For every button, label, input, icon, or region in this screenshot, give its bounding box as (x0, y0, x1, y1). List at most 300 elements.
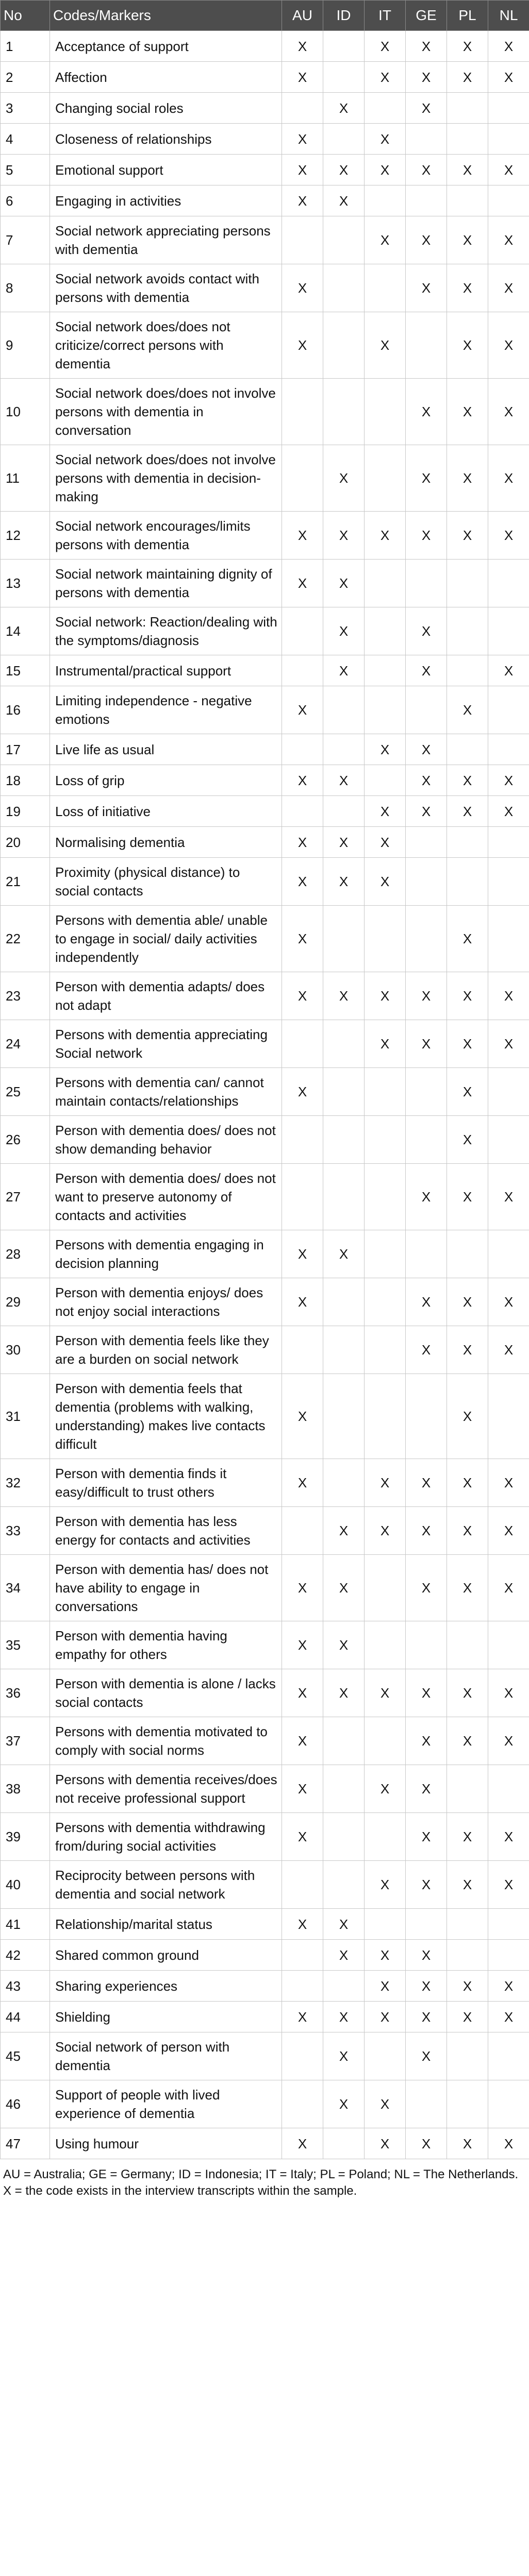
mark-ge: X (406, 1971, 447, 2002)
code-marker-label: Person with dementia enjoys/ does not enjoy social interactions (50, 1278, 282, 1326)
mark-pl: X (447, 1068, 488, 1116)
mark-it: X (365, 827, 406, 858)
mark-nl: X (488, 31, 529, 62)
table-row (1, 1278, 529, 1326)
mark-id (323, 1326, 365, 1374)
mark-nl (488, 1230, 529, 1278)
mark-ge: X (406, 2002, 447, 2032)
mark-nl (488, 1765, 529, 1813)
table-row (1, 560, 529, 607)
mark-id: X (323, 1621, 365, 1669)
mark-pl (447, 2080, 488, 2128)
mark-it (365, 686, 406, 734)
mark-au: X (282, 858, 323, 906)
footnote-legend: X = the code exists in the interview transcripts within the sample. (3, 2184, 357, 2198)
mark-nl: X (488, 1278, 529, 1326)
mark-au: X (282, 155, 323, 185)
code-marker-label: Person with dementia feels like they are a burden on social network (50, 1326, 282, 1374)
mark-au: X (282, 512, 323, 560)
mark-au (282, 2032, 323, 2080)
mark-nl: X (488, 379, 529, 445)
mark-pl: X (447, 512, 488, 560)
table-row (1, 1971, 529, 2002)
code-marker-label: Using humour (50, 2128, 282, 2159)
mark-it (365, 655, 406, 686)
mark-id (323, 1459, 365, 1507)
table-row (1, 2128, 529, 2159)
mark-id (323, 1861, 365, 1909)
code-marker-label: Persons with dementia can/ cannot maintain contacts/relationships (50, 1068, 282, 1116)
row-number: 37 (1, 1717, 50, 1765)
code-marker-label: Social network of person with dementia (50, 2032, 282, 2080)
table-row (1, 185, 529, 216)
mark-ge: X (406, 1507, 447, 1555)
code-marker-label: Social network does/does not criticize/correct persons with dementia (50, 312, 282, 379)
code-marker-label: Shielding (50, 2002, 282, 2032)
row-number: 11 (1, 445, 50, 512)
code-marker-label: Persons with dementia appreciating Social network (50, 1020, 282, 1068)
mark-nl: X (488, 1164, 529, 1230)
mark-pl: X (447, 765, 488, 796)
mark-au: X (282, 1717, 323, 1765)
mark-nl (488, 827, 529, 858)
code-marker-label: Social network: Reaction/dealing with the symptoms/diagnosis (50, 607, 282, 655)
mark-nl: X (488, 1717, 529, 1765)
mark-id: X (323, 1507, 365, 1555)
mark-id: X (323, 512, 365, 560)
mark-au (282, 1940, 323, 1971)
mark-it (365, 607, 406, 655)
mark-ge (406, 560, 447, 607)
code-marker-label: Person with dementia has less energy for contacts and activities (50, 1507, 282, 1555)
mark-it: X (365, 31, 406, 62)
row-number: 29 (1, 1278, 50, 1326)
mark-id (323, 264, 365, 312)
mark-id: X (323, 1669, 365, 1717)
mark-id: X (323, 827, 365, 858)
mark-au: X (282, 124, 323, 155)
table-row (1, 1909, 529, 1940)
table-row (1, 1068, 529, 1116)
mark-pl (447, 655, 488, 686)
mark-ge (406, 858, 447, 906)
mark-pl (447, 1909, 488, 1940)
mark-it (365, 765, 406, 796)
mark-it (365, 379, 406, 445)
mark-pl: X (447, 1459, 488, 1507)
table-row (1, 734, 529, 765)
mark-au (282, 2080, 323, 2128)
mark-id (323, 31, 365, 62)
mark-it (365, 1326, 406, 1374)
mark-pl: X (447, 312, 488, 379)
mark-ge (406, 1116, 447, 1164)
code-marker-label: Affection (50, 62, 282, 93)
mark-ge: X (406, 796, 447, 827)
header-codes: Codes/Markers (50, 1, 282, 31)
table-row (1, 1164, 529, 1230)
mark-pl: X (447, 1813, 488, 1861)
mark-pl: X (447, 1555, 488, 1621)
code-marker-label: Person with dementia finds it easy/difficult to trust others (50, 1459, 282, 1507)
row-number: 1 (1, 31, 50, 62)
mark-nl (488, 2032, 529, 2080)
mark-au: X (282, 1813, 323, 1861)
mark-nl (488, 93, 529, 124)
row-number: 21 (1, 858, 50, 906)
mark-pl: X (447, 1507, 488, 1555)
mark-nl (488, 607, 529, 655)
mark-au: X (282, 1068, 323, 1116)
mark-ge: X (406, 734, 447, 765)
mark-ge: X (406, 607, 447, 655)
mark-ge (406, 827, 447, 858)
row-number: 34 (1, 1555, 50, 1621)
mark-pl: X (447, 1971, 488, 2002)
mark-ge: X (406, 1940, 447, 1971)
mark-pl: X (447, 1116, 488, 1164)
row-number: 13 (1, 560, 50, 607)
mark-nl: X (488, 1813, 529, 1861)
mark-it (365, 1909, 406, 1940)
mark-pl: X (447, 2128, 488, 2159)
mark-id (323, 2128, 365, 2159)
row-number: 9 (1, 312, 50, 379)
row-number: 2 (1, 62, 50, 93)
code-marker-label: Social network does/does not involve persons with dementia in decision-making (50, 445, 282, 512)
mark-ge (406, 1621, 447, 1669)
table-row (1, 827, 529, 858)
mark-ge (406, 312, 447, 379)
mark-pl: X (447, 62, 488, 93)
mark-it: X (365, 155, 406, 185)
mark-id (323, 796, 365, 827)
code-marker-label: Acceptance of support (50, 31, 282, 62)
mark-it: X (365, 1507, 406, 1555)
row-number: 28 (1, 1230, 50, 1278)
mark-it (365, 185, 406, 216)
mark-id: X (323, 185, 365, 216)
code-marker-label: Live life as usual (50, 734, 282, 765)
mark-ge: X (406, 2128, 447, 2159)
code-marker-label: Social network avoids contact with persons with dementia (50, 264, 282, 312)
row-number: 3 (1, 93, 50, 124)
mark-it: X (365, 2080, 406, 2128)
code-marker-label: Social network encourages/limits persons with dementia (50, 512, 282, 560)
mark-au: X (282, 1230, 323, 1278)
mark-it: X (365, 1940, 406, 1971)
mark-au: X (282, 62, 323, 93)
row-number: 42 (1, 1940, 50, 1971)
table-row (1, 1861, 529, 1909)
footnote-abbreviations: AU = Australia; GE = Germany; ID = Indonesia; IT = Italy; PL = Poland; NL = The Netherlands. (3, 2167, 519, 2181)
mark-ge: X (406, 264, 447, 312)
code-marker-label: Person with dementia does/ does not want to preserve autonomy of contacts and activities (50, 1164, 282, 1230)
mark-nl: X (488, 1971, 529, 2002)
mark-ge: X (406, 379, 447, 445)
mark-ge: X (406, 1717, 447, 1765)
mark-nl: X (488, 1555, 529, 1621)
mark-ge: X (406, 1813, 447, 1861)
code-marker-label: Closeness of relationships (50, 124, 282, 155)
row-number: 39 (1, 1813, 50, 1861)
row-number: 5 (1, 155, 50, 185)
mark-nl (488, 185, 529, 216)
mark-au: X (282, 2002, 323, 2032)
code-marker-label: Person with dementia having empathy for others (50, 1621, 282, 1669)
mark-pl: X (447, 445, 488, 512)
mark-pl: X (447, 972, 488, 1020)
mark-au: X (282, 765, 323, 796)
mark-ge (406, 1374, 447, 1459)
mark-au: X (282, 972, 323, 1020)
mark-ge (406, 1230, 447, 1278)
row-number: 30 (1, 1326, 50, 1374)
mark-id (323, 62, 365, 93)
mark-nl: X (488, 1020, 529, 1068)
table-row (1, 155, 529, 185)
code-marker-label: Loss of initiative (50, 796, 282, 827)
mark-nl: X (488, 445, 529, 512)
mark-au: X (282, 312, 323, 379)
row-number: 18 (1, 765, 50, 796)
mark-au (282, 1116, 323, 1164)
mark-au: X (282, 1765, 323, 1813)
mark-au: X (282, 264, 323, 312)
code-marker-label: Person with dementia has/ does not have ability to engage in conversations (50, 1555, 282, 1621)
mark-pl: X (447, 264, 488, 312)
mark-it (365, 1068, 406, 1116)
mark-id (323, 1278, 365, 1326)
mark-au (282, 607, 323, 655)
mark-nl: X (488, 765, 529, 796)
mark-nl (488, 124, 529, 155)
mark-it (365, 1717, 406, 1765)
code-marker-label: Sharing experiences (50, 1971, 282, 2002)
mark-pl: X (447, 1020, 488, 1068)
mark-it: X (365, 216, 406, 264)
mark-pl (447, 2032, 488, 2080)
mark-ge: X (406, 512, 447, 560)
mark-it (365, 1813, 406, 1861)
table-row (1, 1230, 529, 1278)
row-number: 23 (1, 972, 50, 1020)
mark-it: X (365, 1971, 406, 2002)
row-number: 19 (1, 796, 50, 827)
mark-id: X (323, 93, 365, 124)
mark-nl (488, 1116, 529, 1164)
table-row (1, 796, 529, 827)
mark-ge (406, 1909, 447, 1940)
mark-au (282, 445, 323, 512)
table-row (1, 216, 529, 264)
mark-ge (406, 1068, 447, 1116)
mark-it (365, 1374, 406, 1459)
mark-ge: X (406, 1164, 447, 1230)
mark-it: X (365, 796, 406, 827)
mark-pl: X (447, 216, 488, 264)
mark-ge: X (406, 1278, 447, 1326)
row-number: 43 (1, 1971, 50, 2002)
mark-nl: X (488, 312, 529, 379)
mark-id (323, 686, 365, 734)
table-row (1, 264, 529, 312)
mark-ge: X (406, 1861, 447, 1909)
mark-id: X (323, 655, 365, 686)
row-number: 33 (1, 1507, 50, 1555)
row-number: 20 (1, 827, 50, 858)
table-row (1, 906, 529, 972)
mark-nl: X (488, 655, 529, 686)
mark-it: X (365, 1765, 406, 1813)
mark-au: X (282, 686, 323, 734)
row-number: 38 (1, 1765, 50, 1813)
mark-nl: X (488, 972, 529, 1020)
mark-au: X (282, 1374, 323, 1459)
table-row (1, 1940, 529, 1971)
mark-au (282, 1326, 323, 1374)
table-row (1, 1813, 529, 1861)
table-row (1, 686, 529, 734)
table-row (1, 858, 529, 906)
code-marker-label: Loss of grip (50, 765, 282, 796)
code-marker-label: Changing social roles (50, 93, 282, 124)
mark-pl (447, 607, 488, 655)
code-marker-label: Instrumental/practical support (50, 655, 282, 686)
row-number: 8 (1, 264, 50, 312)
mark-id (323, 1717, 365, 1765)
code-marker-label: Shared common ground (50, 1940, 282, 1971)
mark-it: X (365, 1459, 406, 1507)
mark-ge: X (406, 1669, 447, 1717)
mark-it (365, 1621, 406, 1669)
mark-pl (447, 1621, 488, 1669)
mark-ge: X (406, 1459, 447, 1507)
mark-nl: X (488, 264, 529, 312)
mark-nl (488, 1068, 529, 1116)
row-number: 10 (1, 379, 50, 445)
mark-au (282, 216, 323, 264)
table-row (1, 379, 529, 445)
row-number: 45 (1, 2032, 50, 2080)
header-ge: GE (406, 1, 447, 31)
mark-ge: X (406, 1326, 447, 1374)
mark-nl (488, 1374, 529, 1459)
row-number: 35 (1, 1621, 50, 1669)
row-number: 15 (1, 655, 50, 686)
mark-it (365, 1116, 406, 1164)
mark-id (323, 312, 365, 379)
mark-id: X (323, 445, 365, 512)
mark-nl: X (488, 796, 529, 827)
code-marker-label: Persons with dementia engaging in decision planning (50, 1230, 282, 1278)
mark-id (323, 734, 365, 765)
mark-pl (447, 1765, 488, 1813)
mark-ge (406, 2080, 447, 2128)
mark-nl: X (488, 2128, 529, 2159)
mark-nl: X (488, 1669, 529, 1717)
mark-ge: X (406, 1765, 447, 1813)
mark-it (365, 264, 406, 312)
row-number: 26 (1, 1116, 50, 1164)
code-marker-label: Social network maintaining dignity of persons with dementia (50, 560, 282, 607)
mark-it: X (365, 62, 406, 93)
mark-pl (447, 827, 488, 858)
mark-it: X (365, 124, 406, 155)
mark-pl (447, 1940, 488, 1971)
mark-it: X (365, 512, 406, 560)
table-row (1, 445, 529, 512)
mark-pl: X (447, 1669, 488, 1717)
mark-id: X (323, 560, 365, 607)
row-number: 41 (1, 1909, 50, 1940)
code-marker-label: Limiting independence - negative emotions (50, 686, 282, 734)
header-id: ID (323, 1, 365, 31)
mark-id: X (323, 2032, 365, 2080)
mark-it: X (365, 1020, 406, 1068)
row-number: 7 (1, 216, 50, 264)
table-row (1, 512, 529, 560)
code-marker-label: Social network appreciating persons with dementia (50, 216, 282, 264)
table-row (1, 1765, 529, 1813)
code-marker-label: Social network does/does not involve persons with dementia in conversation (50, 379, 282, 445)
header-it: IT (365, 1, 406, 31)
mark-ge: X (406, 1020, 447, 1068)
mark-au: X (282, 1459, 323, 1507)
mark-id (323, 1164, 365, 1230)
mark-au: X (282, 906, 323, 972)
mark-ge: X (406, 31, 447, 62)
mark-au: X (282, 1621, 323, 1669)
mark-it: X (365, 1669, 406, 1717)
mark-nl (488, 906, 529, 972)
mark-pl: X (447, 155, 488, 185)
table-row (1, 1374, 529, 1459)
mark-nl: X (488, 1459, 529, 1507)
table-header-row (1, 1, 529, 31)
mark-nl (488, 734, 529, 765)
header-no: No (1, 1, 50, 31)
table-row (1, 2032, 529, 2080)
code-marker-label: Persons with dementia withdrawing from/during social activities (50, 1813, 282, 1861)
table-row (1, 62, 529, 93)
mark-it: X (365, 2128, 406, 2159)
mark-au (282, 1507, 323, 1555)
code-marker-label: Persons with dementia able/ unable to engage in social/ daily activities independently (50, 906, 282, 972)
mark-nl (488, 1940, 529, 1971)
mark-pl: X (447, 1717, 488, 1765)
code-marker-label: Person with dementia is alone / lacks social contacts (50, 1669, 282, 1717)
code-marker-label: Reciprocity between persons with dementia and social network (50, 1861, 282, 1909)
mark-it: X (365, 858, 406, 906)
mark-it: X (365, 734, 406, 765)
mark-au (282, 93, 323, 124)
header-nl: NL (488, 1, 529, 31)
mark-pl: X (447, 1374, 488, 1459)
mark-pl (447, 560, 488, 607)
mark-id: X (323, 972, 365, 1020)
mark-it (365, 445, 406, 512)
mark-pl: X (447, 1861, 488, 1909)
row-number: 44 (1, 2002, 50, 2032)
mark-ge: X (406, 655, 447, 686)
mark-au (282, 655, 323, 686)
mark-pl (447, 858, 488, 906)
mark-au: X (282, 185, 323, 216)
mark-ge: X (406, 972, 447, 1020)
mark-nl: X (488, 1861, 529, 1909)
code-marker-label: Emotional support (50, 155, 282, 185)
